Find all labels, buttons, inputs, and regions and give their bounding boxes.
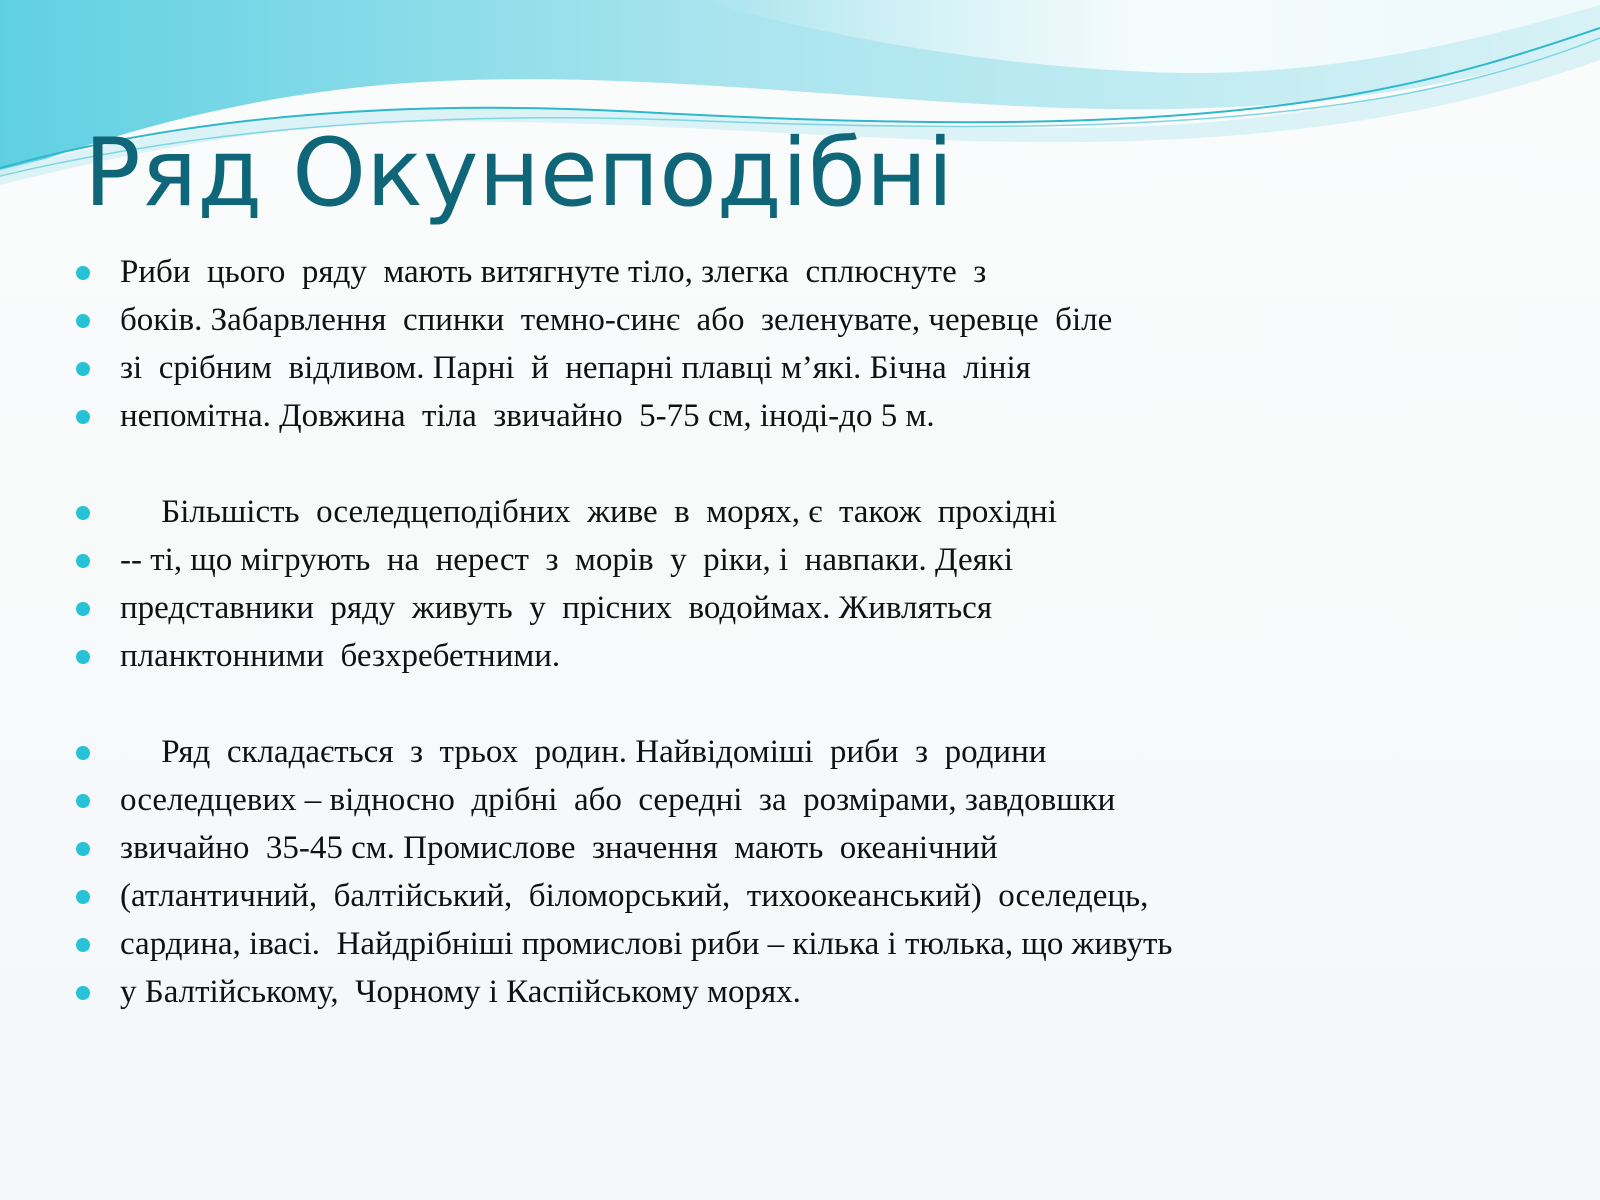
list-item-text: Більшість оселедцеподібних живе в морях, є також прохідні — [120, 494, 1057, 530]
bullet-dot-icon — [76, 794, 90, 808]
paragraph-gap — [76, 440, 1576, 488]
bullet-dot-icon — [76, 842, 90, 856]
bullet-dot-icon — [76, 938, 90, 952]
list-item-text: сардина, івасі. Найдрібніші промислові риби – кілька і тюлька, що живуть — [120, 926, 1173, 962]
list-item-text: (атлантичний, балтійський, біломорський, тихоокеанський) оселедець, — [120, 878, 1149, 914]
list-item — [76, 728, 1576, 776]
list-item-text: планктонними безхребетними. — [120, 638, 561, 674]
paragraph-gap — [76, 680, 1576, 728]
list-item — [76, 392, 1576, 440]
list-item — [76, 968, 1576, 1016]
list-item — [76, 824, 1576, 872]
list-item-text: боків. Забарвлення спинки темно-синє або зеленувате, черевце біле — [120, 302, 1113, 338]
bullet-dot-icon — [76, 554, 90, 568]
list-item-text: звичайно 35-45 см. Промислове значення мають океанічний — [120, 830, 998, 866]
list-item — [76, 536, 1576, 584]
list-item-text: зі срібним відливом. Парні й непарні плавці м’які. Бічна лінія — [120, 350, 1031, 386]
bullet-dot-icon — [76, 410, 90, 424]
bullet-dot-icon — [76, 362, 90, 376]
list-item — [76, 296, 1576, 344]
slide-title: Ряд Окунеподібні — [84, 119, 954, 228]
list-item-text: оселедцевих – відносно дрібні або середні за розмірами, завдовшки — [120, 782, 1116, 818]
list-item — [76, 488, 1576, 536]
list-item — [76, 632, 1576, 680]
list-item-text: Ряд складається з трьох родин. Найвідоміші риби з родини — [120, 734, 1047, 770]
list-item-text: -- ті, що мігрують на нерест з морів у ріки, і навпаки. Деякі — [120, 542, 1013, 578]
bullet-dot-icon — [76, 266, 90, 280]
bullet-dot-icon — [76, 986, 90, 1000]
list-item — [76, 248, 1576, 296]
bullet-dot-icon — [76, 314, 90, 328]
list-item-text: Риби цього ряду мають витягнуте тіло, злегка сплюснуте з — [120, 254, 987, 290]
bullet-list — [76, 248, 1576, 1016]
bullet-dot-icon — [76, 602, 90, 616]
bullet-dot-icon — [76, 746, 90, 760]
list-item — [76, 776, 1576, 824]
bullet-dot-icon — [76, 650, 90, 664]
list-item — [76, 344, 1576, 392]
list-item-text: представники ряду живуть у прісних водоймах. Живляться — [120, 590, 993, 626]
list-item-text: у Балтійському, Чорному і Каспійському морях. — [120, 974, 801, 1010]
list-item-text: непомітна. Довжина тіла звичайно 5-75 см, іноді-до 5 м. — [120, 398, 935, 434]
bullet-dot-icon — [76, 506, 90, 520]
list-item — [76, 920, 1576, 968]
list-item — [76, 872, 1576, 920]
bullet-dot-icon — [76, 890, 90, 904]
list-item — [76, 584, 1576, 632]
